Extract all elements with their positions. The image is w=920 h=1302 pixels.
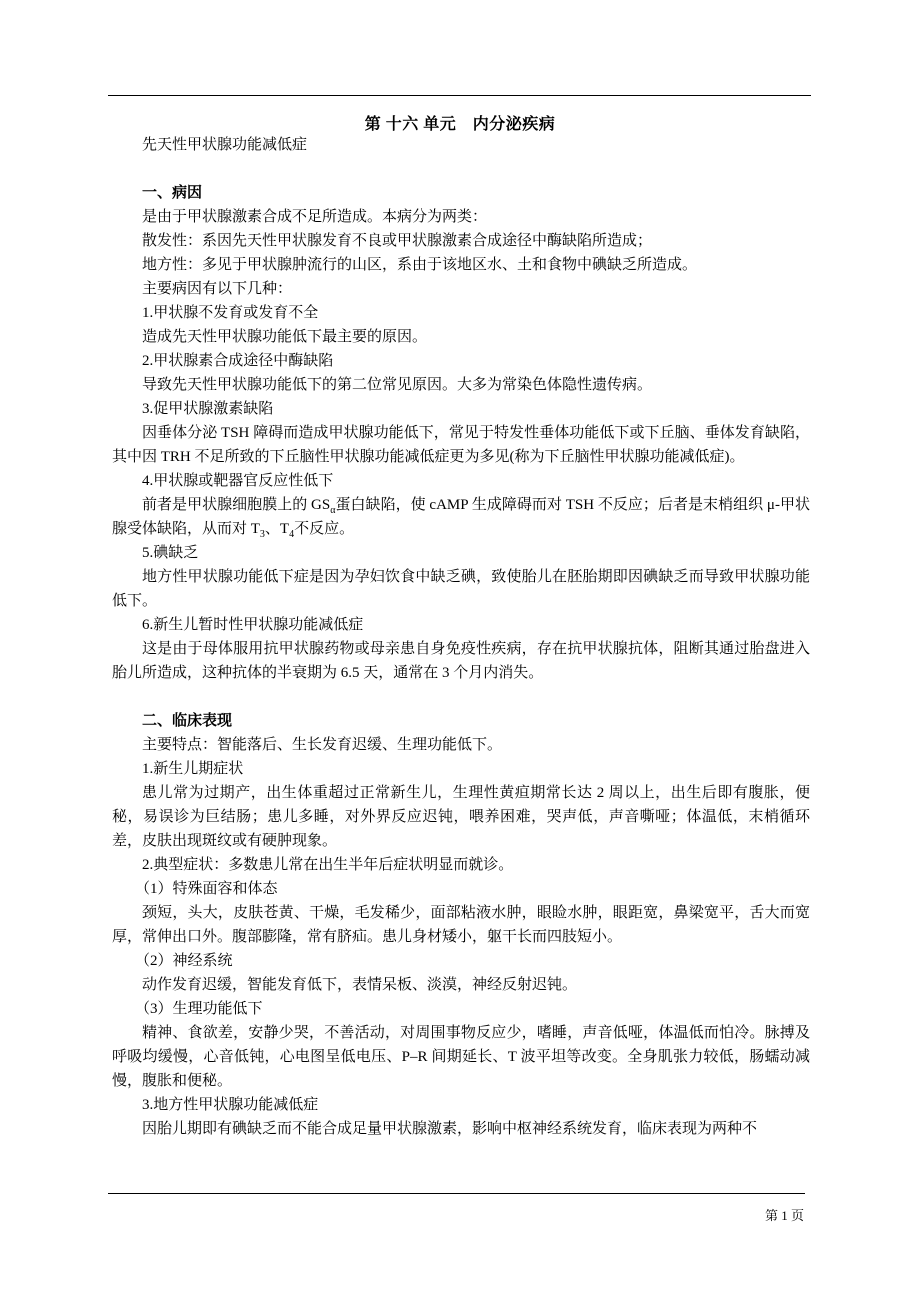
subitem-text: 颈短，头大，皮肤苍黄、干燥，毛发稀少，面部粘液水肿，眼睑水肿，眼距宽，鼻梁宽平，舌大而宽厚，常伸出口外。腹部膨隆，常有脐疝。患儿身材矮小，躯干长而四肢短小。: [112, 905, 810, 945]
paragraph: 主要病因有以下几种：: [142, 281, 293, 297]
item-heading: 1.新生儿期症状: [142, 761, 244, 777]
item-text: 导致先天性甲状腺功能低下的第二位常见原因。大多为常染色体隐性遗传病。: [142, 377, 653, 393]
document-body: [112, 133, 810, 1141]
subitem-heading: （1）特殊面容和体态: [135, 881, 278, 897]
page-number: 第 1 页: [765, 1208, 805, 1223]
item-heading: 5.碘缺乏: [142, 545, 199, 561]
item-heading: 2.甲状腺素合成途径中酶缺陷: [142, 353, 334, 369]
item-text: 因垂体分泌 TSH 障碍而造成甲状腺功能低下，常见于特发性垂体功能低下或下丘脑、垂体发育缺陷，其中因 TRH 不足所致的下丘脑性甲状腺功能减低症更为多见(称为下丘脑性甲状腺功能减低症)。: [112, 425, 810, 465]
header-rule: [108, 95, 811, 96]
item-text-gs-protein: 前者是甲状腺细胞膜上的 $GS_\alpha$蛋白缺陷，使 cAMP 生成障碍而对 TSH 不反应；后者是末梢组织 μ-甲状腺受体缺陷，从而对 $T_3$、$T_4$不反应。: [112, 497, 810, 540]
spacer: [112, 685, 810, 709]
spacer: [112, 157, 810, 181]
item-heading: 6.新生儿暂时性甲状腺功能减低症: [142, 617, 364, 633]
subitem-heading: （2）神经系统: [135, 953, 233, 969]
section-heading-cause: 一、病因: [142, 185, 203, 201]
paragraph: 是由于甲状腺激素合成不足所造成。本病分为两类：: [142, 209, 488, 225]
item-heading: 3.促甲状腺激素缺陷: [142, 401, 274, 417]
item-heading: 1.甲状腺不发育或发育不全: [142, 305, 319, 321]
subtitle: 先天性甲状腺功能减低症: [142, 137, 308, 153]
section-heading-clinical: 二、临床表现: [142, 713, 233, 729]
item-heading: 2.典型症状：多数患儿常在出生半年后症状明显而就诊。: [142, 857, 514, 873]
subitem-text: 精神、食欲差，安静少哭，不善活动，对周围事物反应少，嗜睡，声音低哑，体温低而怕冷。脉搏及呼吸均缓慢，心音低钝，心电图呈低电压、P–R 间期延长、T 波平坦等改变。全身肌张力较低，肠蠕动减慢，腹胀和便秘。: [112, 1025, 810, 1089]
paragraph: 地方性：多见于甲状腺肿流行的山区，系由于该地区水、土和食物中碘缺乏所造成。: [142, 257, 698, 273]
subitem-heading: （3）生理功能低下: [135, 1001, 263, 1017]
footer-rule: [108, 1193, 805, 1194]
paragraph: 散发性：系因先天性甲状腺发育不良或甲状腺激素合成途径中酶缺陷所造成；: [142, 233, 653, 249]
page-title: 第 十六 单元 内分泌疾病: [364, 116, 556, 133]
item-text: 这是由于母体服用抗甲状腺药物或母亲患自身免疫性疾病，存在抗甲状腺抗体，阻断其通过胎盘进入胎儿所造成，这种抗体的半衰期为 6.5 天，通常在 3 个月内消失。: [112, 641, 810, 681]
item-text: 因胎儿期即有碘缺乏而不能合成足量甲状腺激素，影响中枢神经系统发育，临床表现为两种不: [142, 1121, 758, 1137]
item-heading: 3.地方性甲状腺功能减低症: [142, 1097, 319, 1113]
item-heading: 4.甲状腺或靶器官反应性低下: [142, 473, 334, 489]
paragraph: 主要特点：智能落后、生长发育迟缓、生理功能低下。: [142, 737, 503, 753]
item-text: 造成先天性甲状腺功能低下最主要的原因。: [142, 329, 428, 345]
item-text: 患儿常为过期产，出生体重超过正常新生儿，生理性黄疸期常长达 2 周以上，出生后即有腹胀，便秘，易误诊为巨结肠；患儿多睡，对外界反应迟钝，喂养困难，哭声低，声音嘶哑；体温低，末梢循环差，皮肤出现斑纹或有硬肿现象。: [112, 785, 810, 849]
subitem-text: 动作发育迟缓，智能发育低下，表情呆板、淡漠，神经反射迟钝。: [142, 977, 578, 993]
item-text: 地方性甲状腺功能低下症是因为孕妇饮食中缺乏碘，致使胎儿在胚胎期即因碘缺乏而导致甲状腺功能低下。: [112, 569, 810, 609]
